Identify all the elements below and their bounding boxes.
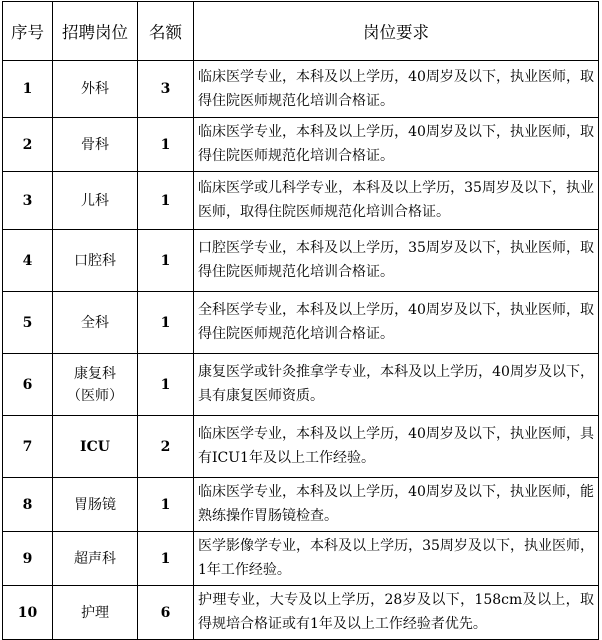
row-quota: 1 — [138, 292, 194, 354]
header-seq: 序号 — [3, 2, 53, 61]
table-row — [3, 172, 599, 230]
row-quota: 1 — [138, 118, 194, 172]
row-position: 胃肠镜 — [53, 478, 138, 532]
row-seq: 6 — [3, 354, 53, 416]
recruitment-table — [2, 1, 599, 640]
row-quota: 2 — [138, 416, 194, 478]
header-quota: 名额 — [138, 2, 194, 61]
table-row — [3, 61, 599, 118]
row-quota: 1 — [138, 172, 194, 230]
row-requirements: 临床医学专业，本科及以上学历，40周岁及以下，执业医师，能熟练操作胃肠镜检查。 — [194, 478, 599, 532]
row-position: 口腔科 — [53, 230, 138, 292]
row-quota: 1 — [138, 478, 194, 532]
row-quota: 1 — [138, 230, 194, 292]
row-position: 全科 — [53, 292, 138, 354]
table-row — [3, 354, 599, 416]
row-requirements: 康复医学或针灸推拿学专业，本科及以上学历，40周岁及以下，具有康复医师资质。 — [194, 354, 599, 416]
row-position-line: （医师） — [67, 387, 123, 404]
row-position: 骨科 — [53, 118, 138, 172]
row-position — [53, 354, 138, 416]
row-seq: 10 — [3, 586, 53, 640]
row-requirements: 全科医学专业，本科及以上学历，40周岁及以下，执业医师，取得住院医师规范化培训合格证。 — [194, 292, 599, 354]
row-position: 超声科 — [53, 532, 138, 586]
table-row — [3, 416, 599, 478]
row-quota: 6 — [138, 586, 194, 640]
row-requirements: 护理专业，大专及以上学历，28岁及以下，158cm及以上，取得规培合格证或有1年及以上工作经验者优先。 — [194, 586, 599, 640]
table-row — [3, 478, 599, 532]
row-position-line: 康复科 — [74, 365, 116, 382]
table-row — [3, 230, 599, 292]
row-seq: 7 — [3, 416, 53, 478]
header-requirements: 岗位要求 — [194, 2, 599, 61]
row-requirements: 口腔医学专业，本科及以上学历，35周岁及以下，执业医师，取得住院医师规范化培训合格证。 — [194, 230, 599, 292]
row-quota: 1 — [138, 354, 194, 416]
row-seq: 9 — [3, 532, 53, 586]
header-position: 招聘岗位 — [53, 2, 138, 61]
row-seq: 3 — [3, 172, 53, 230]
table-row — [3, 118, 599, 172]
row-position: ICU — [53, 416, 138, 478]
row-seq: 1 — [3, 61, 53, 118]
row-quota: 1 — [138, 532, 194, 586]
row-position: 儿科 — [53, 172, 138, 230]
row-seq: 2 — [3, 118, 53, 172]
row-seq: 4 — [3, 230, 53, 292]
row-requirements: 临床医学专业，本科及以上学历，40周岁及以下，执业医师，取得住院医师规范化培训合格证。 — [194, 61, 599, 118]
table-row — [3, 292, 599, 354]
row-requirements: 临床医学专业，本科及以上学历，40周岁及以下，执业医师，取得住院医师规范化培训合格证。 — [194, 118, 599, 172]
table-row — [3, 532, 599, 586]
header-row — [3, 2, 599, 61]
row-seq: 8 — [3, 478, 53, 532]
row-quota: 3 — [138, 61, 194, 118]
row-position: 外科 — [53, 61, 138, 118]
row-requirements: 医学影像学专业，本科及以上学历，35周岁及以下，执业医师，1年工作经验。 — [194, 532, 599, 586]
row-requirements: 临床医学或儿科学专业，本科及以上学历，35周岁及以下，执业医师，取得住院医师规范化培训合格证。 — [194, 172, 599, 230]
row-seq: 5 — [3, 292, 53, 354]
row-position: 护理 — [53, 586, 138, 640]
table-row — [3, 586, 599, 640]
row-requirements: 临床医学专业，本科及以上学历，40周岁及以下，执业医师，具有ICU1年及以上工作经验。 — [194, 416, 599, 478]
